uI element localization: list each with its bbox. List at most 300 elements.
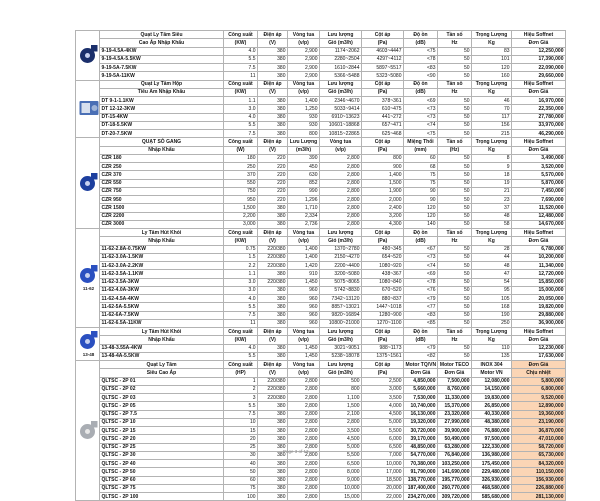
model-cell: 11-62-4.5A-4KW [100, 295, 224, 303]
section-header-row [76, 146, 566, 154]
value-cell: 50 [438, 113, 472, 121]
column-header-unit: Motor VN [472, 369, 512, 377]
value-cell: 21 [472, 187, 512, 195]
value-cell: 3,500 [362, 394, 404, 402]
price-cell: 7,690,000 [512, 196, 566, 204]
value-cell: 220/380 [258, 245, 288, 253]
price-cell: 46,290,000 [512, 130, 566, 138]
table-row [76, 97, 566, 105]
model-cell: CZR 370 [100, 171, 224, 179]
model-cell: QLTSC - 2P 20 [100, 435, 224, 443]
column-header: Cột áp [362, 361, 404, 369]
column-header: Độ ồn [404, 229, 438, 237]
smoke-extract-fan-image [78, 264, 100, 284]
value-cell: 30,720,000 [404, 427, 438, 435]
value-cell: 10601~18868 [320, 121, 362, 129]
column-header: Lưu lượng [320, 328, 362, 336]
value-cell: 50 [438, 55, 472, 63]
price-cell: 3,490,000 [512, 154, 566, 162]
value-cell: 380 [258, 64, 288, 72]
value-cell: 3.0 [224, 286, 258, 294]
value-cell: 26,850,000 [472, 402, 512, 410]
value-cell: 2,800 [288, 460, 320, 468]
column-header: Cột áp [362, 138, 404, 146]
table-row [76, 55, 566, 63]
model-cell: QLTSC - 2P 05 [100, 402, 224, 410]
value-cell: 1,400 [362, 171, 404, 179]
value-cell: 1,500 [320, 402, 362, 410]
value-cell: 380 [258, 72, 288, 80]
value-cell: 1080~920 [362, 262, 404, 270]
section-title-line2: Tiêu Âm Nhập Khẩu [100, 88, 224, 96]
value-cell: 7342~13120 [320, 295, 362, 303]
model-cell: CZR 250 [100, 163, 224, 171]
value-cell: 39,900,000 [438, 427, 472, 435]
value-cell: 5075~8065 [320, 278, 362, 286]
value-cell: 960 [288, 319, 320, 327]
value-cell: 5,660,000 [404, 385, 438, 393]
value-cell: 50 [438, 212, 472, 220]
value-cell: 220 [258, 163, 288, 171]
value-cell: 120 [472, 64, 512, 72]
value-cell: 1,900 [362, 187, 404, 195]
value-cell: 9,000 [320, 476, 362, 484]
column-header-unit: (dB) [404, 88, 438, 96]
value-cell: 1,500 [362, 179, 404, 187]
model-cell: DT-18-5.5KW [100, 121, 224, 129]
value-cell: 50 [438, 171, 472, 179]
cast-iron-snail-fan-image [78, 172, 100, 192]
value-cell: <75 [404, 130, 438, 138]
value-cell: 100 [224, 493, 258, 501]
value-cell: 1370~2780 [320, 245, 362, 253]
table-row [76, 468, 566, 476]
value-cell: 47 [472, 270, 512, 278]
value-cell: 28 [472, 245, 512, 253]
value-cell: 25 [224, 443, 258, 451]
value-cell: 50 [438, 220, 472, 228]
price-cell: 156,930,000 [512, 476, 566, 484]
value-cell: 5.5 [224, 55, 258, 63]
column-header-unit: Đơn Giá [512, 146, 566, 154]
value-cell: 50 [438, 196, 472, 204]
column-header-unit: (v/p) [288, 336, 320, 344]
column-header: Trọng Lượng [472, 138, 512, 146]
column-header: Lưu lượng [320, 229, 362, 237]
value-cell: 5.5 [224, 402, 258, 410]
value-cell: 380 [258, 55, 288, 63]
section-header-row [76, 80, 566, 88]
column-header: Cột áp [362, 31, 404, 39]
price-cell: 29,880,000 [512, 311, 566, 319]
value-cell: 3.0 [224, 105, 258, 113]
model-cell: QLTSC - 2P 10 [100, 418, 224, 426]
model-cell: QLTSC - 2P 03 [100, 394, 224, 402]
value-cell: 156 [472, 121, 512, 129]
value-cell: 2,800 [288, 394, 320, 402]
price-cell: 3,520,000 [512, 163, 566, 171]
value-cell: 15 [224, 427, 258, 435]
value-cell: 950 [224, 196, 258, 204]
value-cell: <83 [404, 64, 438, 72]
model-cell: QLTSC - 2P 25 [100, 443, 224, 451]
value-cell: 390 [288, 154, 320, 162]
value-cell: 2,800 [288, 435, 320, 443]
value-cell: 380 [258, 418, 288, 426]
value-cell: 175,450,000 [472, 460, 512, 468]
value-cell: 1,450 [288, 344, 320, 352]
price-table [75, 30, 566, 501]
value-cell: 5,500 [320, 451, 362, 459]
value-cell: 4603~4447 [362, 47, 404, 55]
value-cell: 50 [438, 262, 472, 270]
column-header-unit: (V) [258, 146, 288, 154]
box-silent-fan-image [78, 98, 100, 118]
value-cell: 220 [258, 196, 288, 204]
value-cell: 50 [438, 47, 472, 55]
column-header-unit: (v/p) [320, 146, 362, 154]
value-cell: 2,800 [288, 468, 320, 476]
column-header-unit: Chịu nhiệt [512, 369, 566, 377]
value-cell: 50 [438, 130, 472, 138]
column-header-unit: Gió (m3/h) [320, 237, 362, 245]
price-cell: 12,890,000 [512, 402, 566, 410]
price-cell: 12,230,000 [512, 344, 566, 352]
value-cell: 5,000 [320, 443, 362, 451]
value-cell: 220/380 [258, 385, 288, 393]
model-cell: QLTSC - 2P 02 [100, 385, 224, 393]
value-cell: 5897~5517 [362, 64, 404, 72]
product-image [78, 330, 100, 357]
value-cell: <73 [404, 113, 438, 121]
value-cell: 380 [258, 484, 288, 492]
column-header: Tần số [438, 138, 472, 146]
value-cell: 4,500 [362, 410, 404, 418]
value-cell: 380 [258, 220, 288, 228]
value-cell: 50 [438, 97, 472, 105]
value-cell: 380 [258, 130, 288, 138]
value-cell: <76 [404, 286, 438, 294]
value-cell: 988~1173 [362, 344, 404, 352]
table-row [76, 385, 566, 393]
column-header: Vòng tua [288, 361, 320, 369]
value-cell: 6,000 [362, 435, 404, 443]
value-cell: 380 [258, 344, 288, 352]
value-cell: 960 [288, 303, 320, 311]
model-cell: DT 12-12-3KW [100, 105, 224, 113]
value-cell: 122,330,000 [472, 443, 512, 451]
model-cell: 11-62-5A-5.5KW [100, 303, 224, 311]
value-cell: 380 [258, 303, 288, 311]
table-row [76, 113, 566, 121]
value-cell: 1.1 [224, 97, 258, 105]
smoke-extract-fan-image-2 [78, 330, 100, 350]
column-header: Tần số [438, 80, 472, 88]
value-cell: 438~367 [362, 270, 404, 278]
product-image [78, 44, 100, 66]
column-header-unit: (V) [258, 237, 288, 245]
column-header: Lưu lượng [320, 361, 362, 369]
section-header-row [76, 237, 566, 245]
value-cell: 50 [438, 253, 472, 261]
value-cell: 380 [258, 451, 288, 459]
price-cell: 6,780,000 [512, 245, 566, 253]
value-cell: 880~837 [362, 295, 404, 303]
section-title-line1: Quạt Ly Tâm Siêu [100, 31, 224, 39]
value-cell: 1,400 [288, 97, 320, 105]
value-cell: 930 [288, 121, 320, 129]
value-cell: 8 [472, 154, 512, 162]
section-title-line2: Nhập Khẩu [100, 237, 224, 245]
price-cell: 12,250,000 [512, 47, 566, 55]
column-header-unit: (V) [258, 336, 288, 344]
value-cell: 450 [288, 163, 320, 171]
value-cell: 378~361 [362, 97, 404, 105]
model-cell: QLTSC - 2P 100 [100, 493, 224, 501]
value-cell: 5033~9414 [320, 105, 362, 113]
value-cell: 117 [472, 113, 512, 121]
value-cell: 380 [258, 476, 288, 484]
value-cell: 380 [258, 460, 288, 468]
column-header: Lưu lượng [320, 31, 362, 39]
value-cell: 2,800 [288, 427, 320, 435]
section-header-row [76, 138, 566, 146]
value-cell: 5238~18078 [320, 352, 362, 360]
value-cell: 220/380 [258, 377, 288, 385]
value-cell: 4,000 [362, 402, 404, 410]
model-cell: 11-62-6.5A-11KW [100, 319, 224, 327]
value-cell: 2,800 [320, 220, 362, 228]
value-cell: 18,500 [362, 476, 404, 484]
section-title-line2: Nhập Khẩu [100, 146, 224, 154]
column-header-unit: Hz [438, 39, 472, 47]
value-cell: 1,250 [288, 105, 320, 113]
value-cell: 4,850,000 [404, 377, 438, 385]
value-cell: 15,370,000 [438, 402, 472, 410]
value-cell: 2,800 [320, 187, 362, 195]
column-header-unit: (KW) [224, 39, 258, 47]
column-header: Tần số [438, 31, 472, 39]
price-cell: 281,130,000 [512, 493, 566, 501]
table-row [76, 163, 566, 171]
price-cell: 5,870,000 [512, 179, 566, 187]
price-cell: 19,820,000 [512, 303, 566, 311]
value-cell: 2,800 [320, 179, 362, 187]
price-cell: 5,800,000 [512, 377, 566, 385]
column-header-unit: Kg [472, 39, 512, 47]
column-header-unit: (dB) [404, 39, 438, 47]
price-cell: 29,660,000 [512, 72, 566, 80]
value-cell: 50 [438, 319, 472, 327]
column-header: Hiệu Soffnet [512, 138, 566, 146]
model-cell: QLTSC - 2P 50 [100, 468, 224, 476]
model-cell: CZR 1500 [100, 204, 224, 212]
value-cell: 380 [258, 212, 288, 220]
value-cell: 4,500 [320, 435, 362, 443]
price-cell: 10,200,000 [512, 253, 566, 261]
value-cell: <75 [404, 47, 438, 55]
value-cell: 5.5 [224, 303, 258, 311]
table-row [76, 303, 566, 311]
table-row [76, 435, 566, 443]
value-cell: 670~520 [362, 286, 404, 294]
product-image-caption: 11-62 [82, 286, 95, 291]
value-cell: 75 [224, 484, 258, 492]
column-header: Điện áp [258, 80, 288, 88]
value-cell: 1 [224, 377, 258, 385]
column-header: Trọng Lượng [472, 31, 512, 39]
value-cell: <78 [404, 278, 438, 286]
value-cell: 220 [258, 187, 288, 195]
value-cell: 3 [224, 394, 258, 402]
table-row [76, 493, 566, 501]
column-header: Vòng tua [288, 328, 320, 336]
model-cell: DT-15-4KW [100, 113, 224, 121]
value-cell: 50 [438, 286, 472, 294]
price-cell: 84,320,000 [512, 460, 566, 468]
value-cell: 50 [438, 105, 472, 113]
value-cell: 39,170,000 [404, 435, 438, 443]
value-cell: 27,990,000 [438, 418, 472, 426]
table-row [76, 484, 566, 492]
table-row [76, 295, 566, 303]
value-cell: <83 [404, 311, 438, 319]
value-cell: 10,000 [320, 484, 362, 492]
column-header: Vòng tua [288, 229, 320, 237]
value-cell: 4297~4112 [362, 55, 404, 63]
value-cell: 220 [258, 171, 288, 179]
value-cell: 50 [438, 278, 472, 286]
column-header-unit: (dB) [404, 336, 438, 344]
column-header-unit: (Pa) [362, 88, 404, 96]
value-cell: 10,740,000 [404, 402, 438, 410]
value-cell: 625~468 [362, 130, 404, 138]
value-cell: 3,200 [362, 212, 404, 220]
table-row [76, 262, 566, 270]
column-header: Tần số [438, 328, 472, 336]
column-header: Lưu Lượng [288, 138, 320, 146]
value-cell: 2,800 [288, 476, 320, 484]
value-cell: <77 [404, 303, 438, 311]
value-cell: 380 [258, 319, 288, 327]
value-cell: 2,200 [224, 212, 258, 220]
value-cell: 180 [224, 154, 258, 162]
value-cell: 2,800 [288, 443, 320, 451]
column-header-unit: (dB) [404, 237, 438, 245]
value-cell: <82 [404, 352, 438, 360]
column-header: Vòng tua [320, 138, 362, 146]
column-header: Motor TECO [438, 361, 472, 369]
value-cell: 83 [472, 47, 512, 55]
table-row [76, 105, 566, 113]
page-footer: Page 3 of 13 [283, 449, 309, 454]
column-header: Công suất [224, 31, 258, 39]
table-row [76, 443, 566, 451]
value-cell: 2150~4270 [320, 253, 362, 261]
value-cell: 50,490,000 [438, 435, 472, 443]
value-cell: 16,130,000 [404, 410, 438, 418]
table-row [76, 402, 566, 410]
value-cell: 160 [472, 72, 512, 80]
value-cell: 7.5 [224, 64, 258, 72]
table-row [76, 64, 566, 72]
value-cell: 14,150,000 [472, 385, 512, 393]
value-cell: 3,000 [362, 385, 404, 393]
value-cell: 380 [258, 204, 288, 212]
column-header: Công suất [224, 229, 258, 237]
model-cell: 11-62-3.0A-1.5KW [100, 253, 224, 261]
value-cell: 1,100 [320, 394, 362, 402]
value-cell: 15,000 [320, 493, 362, 501]
value-cell: <67 [404, 245, 438, 253]
value-cell: 960 [288, 311, 320, 319]
model-cell: CZR 3000 [100, 220, 224, 228]
value-cell: 4.0 [224, 344, 258, 352]
value-cell: 17,000 [362, 468, 404, 476]
value-cell: 2,500 [362, 377, 404, 385]
value-cell: 220/380 [258, 394, 288, 402]
value-cell: 380 [258, 410, 288, 418]
product-image-cell [76, 361, 100, 501]
value-cell: 220/380 [258, 262, 288, 270]
value-cell: 50 [438, 311, 472, 319]
column-header-unit: (Pa) [362, 146, 404, 154]
column-header-unit: (Pa) [362, 237, 404, 245]
value-cell: 5323~5080 [362, 72, 404, 80]
section-title-line1: Quạt Ly Tâm [100, 361, 224, 369]
value-cell: 234,270,000 [404, 493, 438, 501]
value-cell: 2,800 [288, 402, 320, 410]
column-header-unit: Đơn Giá [404, 369, 438, 377]
table-row [76, 121, 566, 129]
value-cell: 5.5 [224, 121, 258, 129]
table-row [76, 253, 566, 261]
column-header-unit: (Pa) [362, 336, 404, 344]
value-cell: 10815~22865 [320, 130, 362, 138]
price-cell: 12,480,000 [512, 212, 566, 220]
value-cell: 50 [438, 204, 472, 212]
price-cell: 15,850,000 [512, 278, 566, 286]
value-cell: 97,500,000 [472, 435, 512, 443]
value-cell: 1270~1100 [362, 319, 404, 327]
price-cell: 12,720,000 [512, 270, 566, 278]
value-cell: 2,800 [320, 154, 362, 162]
value-cell: 50 [438, 154, 472, 162]
table-row [76, 212, 566, 220]
column-header-unit: (V) [258, 88, 288, 96]
column-header: Đơn Giá [512, 361, 566, 369]
table-row [76, 394, 566, 402]
column-header: Công suất [224, 361, 258, 369]
model-cell: 11-62-6A-7.5KW [100, 311, 224, 319]
value-cell: 138,770,000 [404, 476, 438, 484]
value-cell: 309,720,000 [438, 493, 472, 501]
value-cell: 90 [404, 187, 438, 195]
column-header: Trọng Lượng [472, 229, 512, 237]
value-cell: 2,736 [288, 220, 320, 228]
value-cell: 50 [438, 72, 472, 80]
model-cell: QLTSC - 2P 60 [100, 476, 224, 484]
value-cell: 68 [404, 163, 438, 171]
column-header-unit: (v/p) [288, 88, 320, 96]
value-cell: 657~471 [362, 121, 404, 129]
value-cell: 220 [258, 179, 288, 187]
value-cell: 75 [404, 179, 438, 187]
price-cell: 226,880,000 [512, 484, 566, 492]
value-cell: 610~475 [362, 105, 404, 113]
price-cell: 22,090,000 [512, 64, 566, 72]
value-cell: 0.75 [224, 245, 258, 253]
